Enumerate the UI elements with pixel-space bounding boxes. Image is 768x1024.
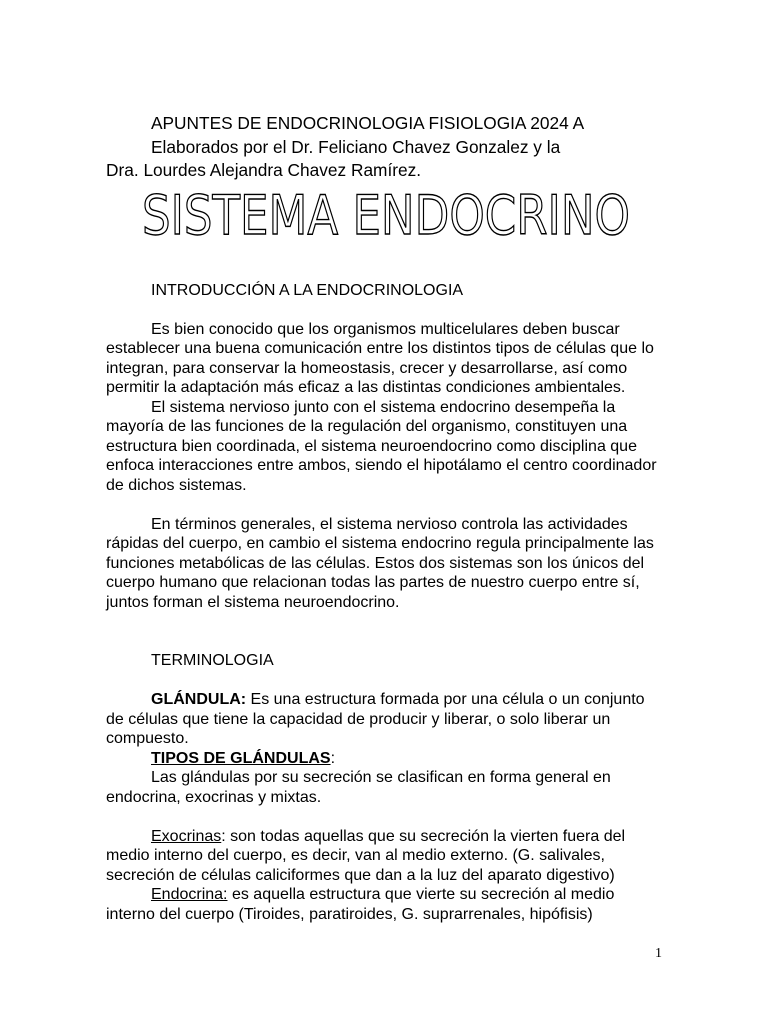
tipos-text: Las glándulas por su secreción se clasifican en forma general en endocrina, exocrinas y mixtas.	[106, 769, 611, 806]
header-line-2: Elaborados por el Dr. Feliciano Chavez Gonzalez y la	[151, 136, 561, 157]
terminology-heading: TERMINOLOGIA	[151, 652, 274, 669]
intro-paragraph-3: En términos generales, el sistema nervioso controla las actividades rápidas del cuerpo, en cambio el sistema endocrino regula principalmente las funciones metabólicas de las células. Estos dos sistemas son los únicos del cuerpo humano que relacionan todas las partes de nuestro cuerpo entre sí, juntos forman el sistema neuroendocrino.	[106, 515, 654, 611]
glandula-term: GLÁNDULA:	[151, 691, 247, 708]
document-title	[136, 184, 636, 247]
header-line-1: APUNTES DE ENDOCRINOLOGIA FISIOLOGIA 2024 A	[151, 113, 585, 133]
glandula-text: Es una estructura formada por una célula o un conjunto de células que tiene la capacidad de producir y liberar, o solo liberar un compuesto.	[106, 691, 645, 747]
exocrinas-term: Exocrinas	[151, 827, 222, 845]
glandula-definition	[106, 690, 666, 749]
exocrinas-definition	[106, 827, 666, 886]
tipos-term: TIPOS DE GLÁNDULAS	[151, 749, 331, 767]
endocrina-definition	[106, 885, 666, 924]
page-number: 1	[655, 946, 662, 961]
header-line-3: Dra. Lourdes Alejandra Chavez Ramírez.	[106, 160, 422, 180]
title-wordart	[136, 184, 636, 247]
tipos-heading	[106, 749, 666, 769]
tipos-colon: :	[330, 749, 336, 767]
endocrina-text: es aquella estructura que vierte su secreción al medio interno del cuerpo (Tiroides, paratiroides, G. suprarrenales, hipófisis)	[106, 886, 615, 923]
exocrinas-text: : son todas aquellas que su secreción la vierten fuera del medio interno del cuerpo, es decir, van al medio externo. (G. salivales, secreción de células caliciformes que dan a la luz del aparato digestivo)	[106, 827, 626, 884]
title-text: SISTEMA ENDOCRINO	[142, 184, 630, 247]
intro-heading: INTRODUCCIÓN A LA ENDOCRINOLOGIA	[151, 281, 464, 299]
intro-paragraph-1: Es bien conocido que los organismos multicelulares deben buscar establecer una buena comunicación entre los distintos tipos de células que lo integran, para conservar la homeostasis, crecer y desarrollarse, así como permitir la adaptación más eficaz a las distintas condiciones ambientales.	[106, 320, 654, 396]
endocrina-term: Endocrina:	[151, 886, 228, 903]
intro-paragraph-2: El sistema nervioso junto con el sistema endocrino desempeña la mayoría de las funciones de la regulación del organismo, constituyen una estructura bien coordinada, el sistema neuroendocrino como disciplina que enfoca interacciones entre ambos, siendo el hipotálamo el centro coordinador de dichos sistemas.	[106, 398, 657, 494]
